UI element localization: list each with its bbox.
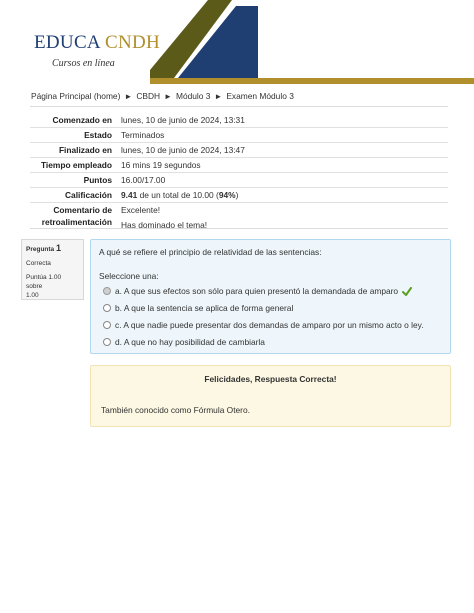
question-text: A qué se refiere el principio de relatividad de las sentencias: [99, 247, 322, 257]
summary-row [30, 128, 448, 143]
answer-option-label: c. A que nadie puede presentar dos demandas de amparo por un mismo acto o ley. [115, 320, 424, 330]
radio-button-selected[interactable] [103, 287, 111, 295]
question-prompt: Seleccione una: [99, 271, 159, 281]
summary-row [30, 188, 448, 203]
question-content-box [90, 239, 451, 354]
question-score [26, 273, 79, 300]
answer-option-b[interactable] [103, 303, 293, 313]
site-header [0, 0, 474, 92]
checkmark-icon [402, 287, 412, 296]
breadcrumb [31, 91, 294, 101]
feedback-line2: Has dominado el tema! [121, 220, 208, 230]
grade-middle: de un total de 10.00 ( [137, 190, 219, 200]
radio-button[interactable] [103, 321, 111, 329]
divider [30, 228, 448, 229]
feedback-note: También conocido como Fórmula Otero. [101, 405, 250, 415]
triangle-right-icon: ► [214, 91, 223, 101]
question-number-value: 1 [55, 243, 61, 253]
grade-end: ) [235, 190, 239, 200]
feedback-line1: Excelente! [121, 205, 161, 215]
feedback-label-line2: retroalimentación [41, 217, 112, 227]
answer-option-label: d. A que no hay posibilidad de cambiarla [115, 337, 265, 347]
summary-value-time: 16 mins 19 segundos [121, 160, 201, 170]
logo-title-part2: CNDH [104, 32, 161, 53]
answer-option-label: a. A que sus efectos son sólo para quien presentó la demandada de amparo [115, 286, 399, 296]
summary-row [30, 173, 448, 188]
breadcrumb-exam[interactable]: Examen Módulo 3 [226, 91, 294, 101]
feedback-label-line1: Comentario de [53, 205, 112, 215]
summary-value-state: Terminados [121, 130, 165, 140]
question-score-line1: Puntúa 1.00 sobre [26, 274, 62, 290]
answer-option-c[interactable] [103, 320, 424, 330]
question-number [26, 244, 79, 254]
site-subtitle: Cursos en línea [52, 58, 115, 69]
summary-label-points: Puntos [83, 175, 112, 185]
summary-label-time: Tiempo empleado [40, 160, 112, 170]
radio-button[interactable] [103, 338, 111, 346]
summary-value-grade [118, 188, 448, 203]
breadcrumb-home[interactable]: Página Principal (home) [31, 91, 121, 101]
question-status: Correcta [26, 260, 51, 267]
answer-option-a[interactable] [103, 286, 412, 296]
summary-label-state: Estado [84, 130, 112, 140]
breadcrumb-module[interactable]: Módulo 3 [175, 91, 211, 101]
brand-banner-graphic [150, 0, 474, 92]
breadcrumb-course[interactable]: CBDH [136, 91, 161, 101]
site-logo-title[interactable] [34, 32, 160, 54]
grade-percent: 94% [218, 190, 236, 200]
answer-option-label: b. A que la sentencia se aplica de forma general [115, 303, 294, 313]
attempt-summary-table [30, 113, 448, 232]
summary-row [30, 158, 448, 173]
summary-label-started: Comenzado en [52, 115, 112, 125]
divider [30, 106, 448, 107]
summary-label-finished: Finalizado en [58, 145, 112, 155]
summary-value-finished: lunes, 10 de junio de 2024, 13:47 [121, 145, 245, 155]
logo-title-part1: EDUCA [34, 32, 100, 53]
summary-row [30, 143, 448, 158]
question-score-line2: 1.00 [26, 292, 39, 299]
grade-score: 9.41 [121, 190, 138, 200]
summary-row [30, 113, 448, 128]
summary-value-points: 16.00/17.00 [121, 175, 166, 185]
feedback-title: Felicidades, Respuesta Correcta! [204, 374, 337, 384]
summary-label-grade: Calificación [64, 190, 112, 200]
summary-value-started: lunes, 10 de junio de 2024, 13:31 [121, 115, 245, 125]
triangle-right-icon: ► [164, 91, 172, 101]
question-label: Pregunta [26, 246, 55, 253]
question-info-box [21, 239, 84, 300]
triangle-right-icon: ► [124, 91, 133, 101]
answer-feedback-box [90, 365, 451, 427]
answer-option-d[interactable] [103, 337, 265, 347]
radio-button[interactable] [103, 304, 111, 312]
